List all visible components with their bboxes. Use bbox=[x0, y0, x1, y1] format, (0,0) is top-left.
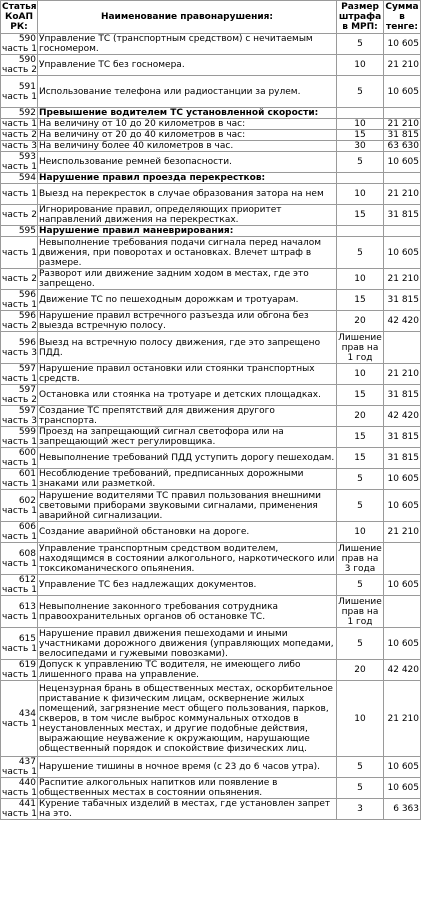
violation-cell: Создание ТС препятствий для движения другого транспорта. bbox=[38, 406, 337, 427]
article-part: часть 1 bbox=[2, 505, 37, 516]
violation-cell: Нарушение правил остановки или стоянки транспортных средств. bbox=[38, 364, 337, 385]
fine-mrp-cell: 5 bbox=[337, 628, 384, 660]
article-cell bbox=[1, 108, 38, 119]
article-cell bbox=[1, 130, 38, 141]
table-row bbox=[1, 269, 421, 290]
sum-tenge-cell: 31 815 bbox=[384, 130, 421, 141]
fine-mrp-cell: 10 bbox=[337, 269, 384, 290]
table-row bbox=[1, 311, 421, 332]
fine-mrp-cell: 20 bbox=[337, 406, 384, 427]
article-cell bbox=[1, 237, 38, 269]
article-part: часть 1 bbox=[2, 809, 37, 819]
article-number: 437 bbox=[18, 757, 36, 767]
violation-cell: Нарушение правил маневрирования: bbox=[38, 226, 337, 237]
violation-cell: Невыполнение требований ПДД уступить дорогу пешеходам. bbox=[38, 448, 337, 469]
fine-mrp-cell: Лишение прав на 3 года bbox=[338, 543, 382, 574]
sum-tenge-cell bbox=[384, 226, 421, 237]
sum-tenge-cell: 10 605 bbox=[384, 628, 421, 660]
violation-cell: Нарушение водителями ТС правил пользования внешними световыми приборами звуковыми сигналами, применения аварийной сигнализации. bbox=[38, 490, 337, 522]
article-part: часть 1 bbox=[2, 162, 37, 172]
article-cell bbox=[1, 152, 38, 173]
violation-cell: Невыполнение законного требования сотрудника правоохранительных органов об остановке ТС. bbox=[38, 596, 337, 628]
article-part: часть 1 bbox=[2, 479, 37, 489]
fine-mrp-cell: 5 bbox=[337, 778, 384, 799]
table-row bbox=[1, 237, 421, 269]
article-number: 596 bbox=[18, 337, 36, 348]
violation-cell: На величину от 10 до 20 километров в час: bbox=[38, 119, 337, 130]
header-fine-mrp: Размер штрафа в МРП: bbox=[337, 1, 384, 34]
fine-mrp-cell bbox=[337, 173, 384, 184]
table-row bbox=[1, 406, 421, 427]
article-cell bbox=[1, 385, 38, 406]
sum-tenge-cell: 10 605 bbox=[384, 778, 421, 799]
violation-cell: Создание аварийной обстановки на дороге. bbox=[38, 522, 337, 543]
table-row bbox=[1, 596, 421, 628]
fine-mrp-cell: 5 bbox=[337, 237, 384, 269]
article-cell bbox=[1, 173, 38, 184]
sum-tenge-cell: 42 420 bbox=[384, 660, 421, 681]
table-body bbox=[1, 34, 421, 820]
sum-tenge-cell: 10 605 bbox=[384, 575, 421, 596]
sum-tenge-cell: 42 420 bbox=[384, 311, 421, 332]
fine-mrp-cell: 10 bbox=[337, 522, 384, 543]
article-part: часть 1 bbox=[2, 788, 37, 798]
sum-tenge-cell bbox=[384, 332, 421, 364]
article-number: 594 bbox=[18, 173, 36, 183]
article-number: 606 bbox=[18, 522, 36, 532]
sum-tenge-cell: 21 210 bbox=[384, 681, 421, 757]
fine-mrp-cell: 5 bbox=[337, 757, 384, 778]
table-row bbox=[1, 681, 421, 757]
article-cell bbox=[1, 448, 38, 469]
article-number: 597 bbox=[18, 406, 36, 416]
article-part: часть 2 bbox=[2, 130, 37, 140]
violation-cell: Допуск к управлению ТС водителя, не имеющего либо лишенного права на управление. bbox=[38, 660, 337, 681]
article-cell bbox=[1, 660, 38, 681]
violation-cell: Управление ТС без госномера. bbox=[38, 55, 337, 76]
table-row bbox=[1, 427, 421, 448]
violation-cell: Выезд на перекресток в случае образования затора на нем bbox=[38, 184, 337, 205]
article-cell bbox=[1, 522, 38, 543]
sum-tenge-cell: 21 210 bbox=[384, 522, 421, 543]
table-row bbox=[1, 778, 421, 799]
article-part: часть 2 bbox=[2, 274, 37, 284]
article-cell bbox=[1, 596, 38, 628]
header-violation: Наименование правонарушения: bbox=[38, 1, 337, 34]
violation-cell: Неиспользование ремней безопасности. bbox=[38, 152, 337, 173]
violation-cell: Движение ТС по пешеходным дорожкам и тротуарам. bbox=[38, 290, 337, 311]
table-row bbox=[1, 543, 421, 575]
violation-cell: Нарушение правил встречного разъезда или обгона без выезда встречную полосу. bbox=[38, 311, 337, 332]
article-cell bbox=[1, 490, 38, 522]
article-cell bbox=[1, 55, 38, 76]
sum-tenge-cell: 63 630 bbox=[384, 141, 421, 152]
fine-mrp-cell: 20 bbox=[337, 311, 384, 332]
fine-mrp-cell: 10 bbox=[337, 681, 384, 757]
article-number: 613 bbox=[18, 601, 36, 612]
fine-mrp-cell: 30 bbox=[337, 141, 384, 152]
article-cell bbox=[1, 406, 38, 427]
article-part: часть 2 bbox=[2, 395, 37, 405]
article-cell bbox=[1, 681, 38, 757]
article-cell bbox=[1, 34, 38, 55]
violation-cell: Невыполнение требования подачи сигнала перед началом движения, при поворотах и остановках. Влечет штраф в размере. bbox=[38, 237, 337, 269]
fine-mrp-cell: 3 bbox=[337, 799, 384, 820]
sum-tenge-cell: 6 363 bbox=[384, 799, 421, 820]
sum-tenge-cell: 42 420 bbox=[384, 406, 421, 427]
violation-cell: Остановка или стоянка на тротуаре и детских площадках. bbox=[38, 385, 337, 406]
article-cell bbox=[1, 184, 38, 205]
sum-tenge-cell bbox=[384, 596, 421, 628]
article-number: 596 bbox=[18, 311, 36, 321]
fine-mrp-cell: 15 bbox=[337, 290, 384, 311]
article-cell bbox=[1, 205, 38, 226]
article-cell bbox=[1, 332, 38, 364]
article-number: 440 bbox=[18, 778, 36, 788]
sum-tenge-cell: 10 605 bbox=[384, 757, 421, 778]
fine-mrp-cell: 5 bbox=[337, 76, 384, 108]
article-part: часть 1 bbox=[2, 585, 37, 595]
sum-tenge-cell: 10 605 bbox=[384, 34, 421, 55]
article-number: 591 bbox=[18, 81, 36, 92]
table-row bbox=[1, 660, 421, 681]
header-sum-tenge: Сумма в тенге: bbox=[385, 2, 419, 32]
violation-cell: Использование телефона или радиостанции за рулем. bbox=[38, 76, 337, 108]
table-row bbox=[1, 34, 421, 55]
article-cell bbox=[1, 119, 38, 130]
article-part: часть 1 bbox=[2, 670, 37, 680]
table-row bbox=[1, 332, 421, 364]
sum-tenge-cell: 21 210 bbox=[384, 119, 421, 130]
table-row bbox=[1, 490, 421, 522]
article-part: часть 3 bbox=[2, 347, 37, 358]
article-number: 592 bbox=[18, 108, 36, 118]
fine-mrp-cell: 5 bbox=[337, 152, 384, 173]
sum-tenge-cell: 21 210 bbox=[384, 184, 421, 205]
article-part: часть 1 bbox=[2, 643, 37, 654]
article-part: часть 3 bbox=[2, 141, 37, 151]
table-row bbox=[1, 628, 421, 660]
table-row bbox=[1, 385, 421, 406]
article-cell bbox=[1, 364, 38, 385]
article-cell bbox=[1, 628, 38, 660]
sum-tenge-cell: 10 605 bbox=[384, 237, 421, 269]
article-cell bbox=[1, 141, 38, 152]
violation-cell: Распитие алкогольных напитков или появление в общественных местах в состоянии опьянения. bbox=[38, 778, 337, 799]
fine-mrp-cell: 15 bbox=[337, 427, 384, 448]
violation-cell: Нарушение правил проезда перекрестков: bbox=[38, 173, 337, 184]
fine-mrp-cell: 15 bbox=[337, 385, 384, 406]
article-cell bbox=[1, 427, 38, 448]
sum-tenge-cell: 10 605 bbox=[384, 490, 421, 522]
fine-mrp-cell: 5 bbox=[337, 34, 384, 55]
article-part: часть 2 bbox=[2, 65, 37, 75]
violation-cell: Превышение водителем ТС установленной скорости: bbox=[38, 108, 337, 119]
article-cell bbox=[1, 543, 38, 575]
table-row bbox=[1, 469, 421, 490]
fine-mrp-cell: Лишение прав на 1 год bbox=[338, 596, 382, 627]
violation-cell: Нецензурная брань в общественных местах, оскорбительное приставание к физическим лицам, осквернение жилых помещений, загрязнение мест общего пользования, парков, скверов, в том числе выброс коммунальных отходов в неустановленных местах, и другие подобные действия, выражающие неуважение к окружающим, нарушающие общественный порядок и спокойствие физических лиц. bbox=[38, 681, 337, 757]
article-part: часть 1 bbox=[2, 558, 37, 569]
article-number: 590 bbox=[18, 55, 36, 65]
article-number: 596 bbox=[18, 290, 36, 300]
article-part: часть 1 bbox=[2, 300, 37, 310]
table-row bbox=[1, 205, 421, 226]
violation-cell: На величину более 40 километров в час. bbox=[38, 141, 337, 152]
article-number: 615 bbox=[18, 633, 36, 644]
table-row bbox=[1, 152, 421, 173]
article-part: часть 1 bbox=[2, 189, 37, 199]
article-part: часть 1 bbox=[2, 44, 37, 54]
article-number: 608 bbox=[18, 548, 36, 559]
sum-tenge-cell bbox=[384, 108, 421, 119]
table-row bbox=[1, 364, 421, 385]
sum-tenge-cell: 31 815 bbox=[384, 385, 421, 406]
article-part: часть 1 bbox=[2, 119, 37, 129]
violation-cell: Выезд на встречную полосу движения, где это запрещено ПДД. bbox=[38, 332, 337, 364]
article-part: часть 1 bbox=[2, 247, 37, 258]
fine-mrp-cell bbox=[337, 226, 384, 237]
fine-mrp-cell: 20 bbox=[337, 660, 384, 681]
fine-mrp-cell bbox=[337, 108, 384, 119]
article-number: 619 bbox=[18, 660, 36, 670]
violation-cell: Нарушение тишины в ночное время (с 23 до 6 часов утра). bbox=[38, 757, 337, 778]
article-part: часть 1 bbox=[2, 611, 37, 622]
section-header-row bbox=[1, 108, 421, 119]
article-cell bbox=[1, 799, 38, 820]
table-row bbox=[1, 141, 421, 152]
fine-mrp-cell: 10 bbox=[337, 55, 384, 76]
fine-mrp-cell: 10 bbox=[337, 119, 384, 130]
sum-tenge-cell: 21 210 bbox=[384, 364, 421, 385]
article-number: 597 bbox=[18, 385, 36, 395]
article-number: 590 bbox=[18, 34, 36, 44]
table-row bbox=[1, 119, 421, 130]
fine-mrp-cell: 15 bbox=[337, 130, 384, 141]
table-row bbox=[1, 55, 421, 76]
sum-tenge-cell bbox=[384, 543, 421, 575]
violation-cell: Разворот или движение задним ходом в местах, где это запрещено. bbox=[38, 269, 337, 290]
article-part: часть 2 bbox=[2, 210, 37, 220]
article-part: часть 2 bbox=[2, 321, 37, 331]
sum-tenge-cell: 10 605 bbox=[384, 469, 421, 490]
article-cell bbox=[1, 226, 38, 237]
article-cell bbox=[1, 575, 38, 596]
table-row bbox=[1, 575, 421, 596]
article-cell bbox=[1, 778, 38, 799]
sum-tenge-cell: 21 210 bbox=[384, 269, 421, 290]
violation-cell: Проезд на запрещающий сигнал светофора или на запрещающий жест регулировщика. bbox=[38, 427, 337, 448]
fine-mrp-cell: 15 bbox=[337, 448, 384, 469]
violation-cell: Управление ТС без надлежащих документов. bbox=[38, 575, 337, 596]
violation-cell: Игнорирование правил, определяющих приоритет направлений движения на перекрестках. bbox=[38, 205, 337, 226]
sum-tenge-cell: 31 815 bbox=[384, 427, 421, 448]
article-number: 434 bbox=[18, 708, 36, 719]
article-cell bbox=[1, 469, 38, 490]
article-part: часть 1 bbox=[2, 532, 37, 542]
violation-cell: Нарушение правил движения пешеходами и иными участниками дорожного движения (управляющих мопедами, велосипедами и гужевыми повозками). bbox=[38, 628, 337, 660]
sum-tenge-cell: 31 815 bbox=[384, 205, 421, 226]
fine-mrp-cell: 5 bbox=[337, 469, 384, 490]
article-number: 601 bbox=[18, 469, 36, 479]
fine-mrp-cell: 10 bbox=[337, 364, 384, 385]
article-part: часть 1 bbox=[2, 437, 37, 447]
fine-mrp-cell: 5 bbox=[337, 490, 384, 522]
sum-tenge-cell: 31 815 bbox=[384, 290, 421, 311]
article-number: 593 bbox=[18, 152, 36, 162]
violation-cell: На величину от 20 до 40 километров в час: bbox=[38, 130, 337, 141]
sum-tenge-cell: 10 605 bbox=[384, 76, 421, 108]
table-row bbox=[1, 757, 421, 778]
violation-cell: Курение табачных изделий в местах, где установлен запрет на это. bbox=[38, 799, 337, 820]
article-number: 597 bbox=[18, 364, 36, 374]
violation-cell: Управление транспортным средством водителем, находящимся в состоянии алкогольного, наркотического или токсикоманического опьянения. bbox=[39, 543, 335, 574]
article-cell bbox=[1, 311, 38, 332]
article-cell bbox=[1, 76, 38, 108]
fine-mrp-cell: 5 bbox=[337, 575, 384, 596]
sum-tenge-cell: 31 815 bbox=[384, 448, 421, 469]
table-row bbox=[1, 290, 421, 311]
article-number: 599 bbox=[18, 427, 36, 437]
article-part: часть 1 bbox=[2, 718, 37, 729]
article-cell bbox=[1, 269, 38, 290]
table-row bbox=[1, 184, 421, 205]
article-number: 600 bbox=[18, 448, 36, 458]
article-part: часть 3 bbox=[2, 416, 37, 426]
violation-cell: Управление ТС (транспортным средством) с нечитаемым госномером. bbox=[38, 34, 337, 55]
fine-mrp-cell: 10 bbox=[337, 184, 384, 205]
violation-cell: Несоблюдение требований, предписанных дорожными знаками или разметкой. bbox=[38, 469, 337, 490]
article-part: часть 1 bbox=[2, 374, 37, 384]
sum-tenge-cell: 21 210 bbox=[384, 55, 421, 76]
table-row bbox=[1, 130, 421, 141]
article-part: часть 1 bbox=[2, 458, 37, 468]
article-part: часть 1 bbox=[2, 767, 37, 777]
table-row bbox=[1, 522, 421, 543]
table-row bbox=[1, 448, 421, 469]
header-article: Статья КоАП РК: bbox=[2, 2, 37, 32]
table-header-row bbox=[1, 1, 421, 34]
article-cell bbox=[1, 757, 38, 778]
article-part: часть 1 bbox=[2, 91, 37, 102]
article-number: 612 bbox=[18, 575, 36, 585]
table-row bbox=[1, 76, 421, 108]
article-number: 602 bbox=[18, 495, 36, 506]
fine-mrp-cell: 15 bbox=[337, 205, 384, 226]
sum-tenge-cell: 10 605 bbox=[384, 152, 421, 173]
table-row bbox=[1, 799, 421, 820]
article-cell bbox=[1, 290, 38, 311]
section-header-row bbox=[1, 226, 421, 237]
section-header-row bbox=[1, 173, 421, 184]
article-number: 595 bbox=[18, 226, 36, 236]
article-number: 441 bbox=[18, 799, 36, 809]
fine-mrp-cell: Лишение прав на 1 год bbox=[338, 332, 382, 363]
sum-tenge-cell bbox=[384, 173, 421, 184]
